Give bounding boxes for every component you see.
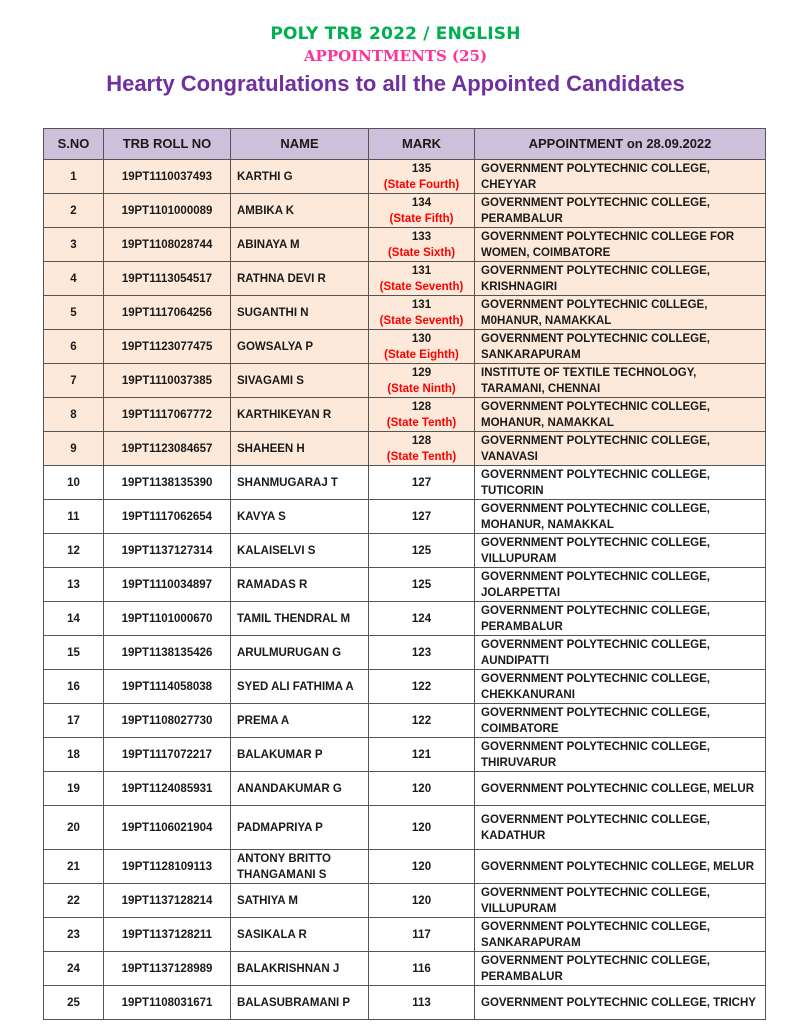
cell-roll-no: 19PT1117062654 xyxy=(104,500,231,534)
cell-name: BALASUBRAMANI P xyxy=(231,986,369,1020)
cell-roll-no: 19PT1108031671 xyxy=(104,986,231,1020)
cell-sno: 20 xyxy=(44,806,104,850)
state-rank-label: (State Fifth) xyxy=(389,212,454,225)
table-row xyxy=(44,602,766,636)
table-row xyxy=(44,918,766,952)
cell-appointment: GOVERNMENT POLYTECHNIC COLLEGE, SANKARAPURAM xyxy=(475,918,766,952)
table-header-row xyxy=(44,129,766,160)
column-header-name: NAME xyxy=(231,129,369,160)
mark-value: 116 xyxy=(412,962,431,975)
table-row xyxy=(44,884,766,918)
table-row xyxy=(44,398,766,432)
table-row xyxy=(44,262,766,296)
cell-appointment: GOVERNMENT POLYTECHNIC COLLEGE, THIRUVARUR xyxy=(475,738,766,772)
cell-appointment: GOVERNMENT POLYTECHNIC COLLEGE, TUTICORIN xyxy=(475,466,766,500)
table-row xyxy=(44,772,766,806)
cell-appointment: GOVERNMENT POLYTECHNIC COLLEGE, CHEKKANURANI xyxy=(475,670,766,704)
cell-name: SHAHEEN H xyxy=(231,432,369,466)
column-header-mark: MARK xyxy=(369,129,475,160)
cell-sno: 21 xyxy=(44,850,104,884)
mark-value: 120 xyxy=(411,860,432,873)
table-row xyxy=(44,806,766,850)
table-row xyxy=(44,296,766,330)
cell-sno: 1 xyxy=(44,160,104,194)
cell-appointment: GOVERNMENT POLYTECHNIC COLLEGE, PERAMBALUR xyxy=(475,952,766,986)
cell-roll-no: 19PT1110037385 xyxy=(104,364,231,398)
cell-name: SUGANTHI N xyxy=(231,296,369,330)
mark-value: 121 xyxy=(411,748,432,761)
cell-mark xyxy=(369,884,475,918)
mark-value: 127 xyxy=(411,476,432,489)
mark-value: 117 xyxy=(412,928,431,941)
cell-sno: 9 xyxy=(44,432,104,466)
table-row xyxy=(44,500,766,534)
table-body xyxy=(44,160,766,1020)
cell-sno: 5 xyxy=(44,296,104,330)
cell-roll-no: 19PT1117064256 xyxy=(104,296,231,330)
document-title: POLY TRB 2022 / ENGLISH xyxy=(270,24,521,44)
cell-mark xyxy=(369,952,475,986)
cell-appointment: GOVERNMENT POLYTECHNIC COLLEGE, SANKARAPURAM xyxy=(475,330,766,364)
cell-mark xyxy=(369,918,475,952)
cell-mark xyxy=(369,262,475,296)
cell-name: TAMIL THENDRAL M xyxy=(231,602,369,636)
congratulations-heading: Hearty Congratulations to all the Appointed Candidates xyxy=(106,71,685,96)
cell-appointment: GOVERNMENT POLYTECHNIC COLLEGE, VILLUPURAM xyxy=(475,884,766,918)
table-row xyxy=(44,704,766,738)
table-row xyxy=(44,194,766,228)
mark-value: 120 xyxy=(411,821,432,834)
cell-roll-no: 19PT1117067772 xyxy=(104,398,231,432)
state-rank-label: (State Ninth) xyxy=(387,382,456,395)
cell-mark xyxy=(369,466,475,500)
cell-appointment: GOVERNMENT POLYTECHNIC COLLEGE, KADATHUR xyxy=(475,806,766,850)
state-rank-label: (State Tenth) xyxy=(386,450,457,463)
mark-value: 120 xyxy=(411,894,432,907)
cell-mark xyxy=(369,738,475,772)
cell-mark xyxy=(369,296,475,330)
cell-mark xyxy=(369,398,475,432)
cell-name: ANANDAKUMAR G xyxy=(231,772,369,806)
mark-value: 134 xyxy=(411,196,432,209)
cell-roll-no: 19PT1106021904 xyxy=(104,806,231,850)
cell-sno: 22 xyxy=(44,884,104,918)
cell-mark xyxy=(369,364,475,398)
table-row xyxy=(44,364,766,398)
cell-name: ANTONY BRITTO THANGAMANI S xyxy=(231,850,369,884)
cell-mark xyxy=(369,670,475,704)
state-rank-label: (State Seventh) xyxy=(379,314,464,327)
cell-sno: 19 xyxy=(44,772,104,806)
cell-appointment: GOVERNMENT POLYTECHNIC COLLEGE, VILLUPURAM xyxy=(475,534,766,568)
state-rank-label: (State Fourth) xyxy=(383,178,460,191)
cell-appointment: GOVERNMENT POLYTECHNIC COLLEGE, VANAVASI xyxy=(475,432,766,466)
state-rank-label: (State Eighth) xyxy=(384,348,459,361)
cell-roll-no: 19PT1138135426 xyxy=(104,636,231,670)
cell-appointment: GOVERNMENT POLYTECHNIC COLLEGE, PERAMBALUR xyxy=(475,602,766,636)
cell-appointment: GOVERNMENT POLYTECHNIC COLLEGE, MOHANUR, NAMAKKAL xyxy=(475,398,766,432)
table-row xyxy=(44,738,766,772)
cell-name: ABINAYA M xyxy=(231,228,369,262)
mark-value: 133 xyxy=(411,230,432,243)
cell-sno: 15 xyxy=(44,636,104,670)
cell-sno: 13 xyxy=(44,568,104,602)
cell-appointment: GOVERNMENT POLYTECHNIC COLLEGE, KRISHNAGIRI xyxy=(475,262,766,296)
cell-appointment: GOVERNMENT POLYTECHNIC COLLEGE, AUNDIPATTI xyxy=(475,636,766,670)
mark-value: 135 xyxy=(411,162,432,175)
cell-roll-no: 19PT1110034897 xyxy=(104,568,231,602)
cell-name: SYED ALI FATHIMA A xyxy=(231,670,369,704)
cell-roll-no: 19PT1113054517 xyxy=(104,262,231,296)
table-row xyxy=(44,466,766,500)
mark-value: 120 xyxy=(411,782,432,795)
table-row xyxy=(44,534,766,568)
table-row xyxy=(44,160,766,194)
appointments-count-heading: APPOINTMENTS (25) xyxy=(303,47,488,65)
mark-value: 123 xyxy=(411,646,432,659)
mark-value: 131 xyxy=(411,298,432,311)
cell-name: BALAKRISHNAN J xyxy=(231,952,369,986)
cell-name: SASIKALA R xyxy=(231,918,369,952)
column-header-roll-no: TRB ROLL NO xyxy=(104,129,231,160)
cell-name: KALAISELVI S xyxy=(231,534,369,568)
column-header-sno: S.NO xyxy=(44,129,104,160)
cell-mark xyxy=(369,534,475,568)
mark-value: 122 xyxy=(411,714,432,727)
table-row xyxy=(44,850,766,884)
cell-roll-no: 19PT1108028744 xyxy=(104,228,231,262)
mark-value: 125 xyxy=(411,578,432,591)
cell-sno: 24 xyxy=(44,952,104,986)
cell-sno: 23 xyxy=(44,918,104,952)
cell-sno: 11 xyxy=(44,500,104,534)
state-rank-label: (State Sixth) xyxy=(387,246,456,259)
cell-sno: 3 xyxy=(44,228,104,262)
cell-roll-no: 19PT1123077475 xyxy=(104,330,231,364)
cell-appointment: GOVERNMENT POLYTECHNIC COLLEGE, COIMBATORE xyxy=(475,704,766,738)
table-row xyxy=(44,330,766,364)
mark-value: 129 xyxy=(411,366,432,379)
state-rank-label: (State Tenth) xyxy=(386,416,457,429)
cell-appointment: GOVERNMENT POLYTECHNIC COLLEGE, MELUR xyxy=(475,772,766,806)
mark-value: 122 xyxy=(411,680,432,693)
cell-appointment: GOVERNMENT POLYTECHNIC COLLEGE, PERAMBALUR xyxy=(475,194,766,228)
cell-name: BALAKUMAR P xyxy=(231,738,369,772)
cell-sno: 14 xyxy=(44,602,104,636)
table-row xyxy=(44,432,766,466)
cell-name: GOWSALYA P xyxy=(231,330,369,364)
mark-value: 125 xyxy=(411,544,432,557)
cell-roll-no: 19PT1110037493 xyxy=(104,160,231,194)
cell-name: SIVAGAMI S xyxy=(231,364,369,398)
cell-appointment: INSTITUTE OF TEXTILE TECHNOLOGY, TARAMANI, CHENNAI xyxy=(475,364,766,398)
cell-mark xyxy=(369,986,475,1020)
cell-roll-no: 19PT1137127314 xyxy=(104,534,231,568)
cell-mark xyxy=(369,194,475,228)
cell-sno: 18 xyxy=(44,738,104,772)
cell-name: RAMADAS R xyxy=(231,568,369,602)
cell-mark xyxy=(369,432,475,466)
cell-mark xyxy=(369,772,475,806)
mark-value: 128 xyxy=(411,400,432,413)
mark-value: 124 xyxy=(411,612,432,625)
table-row xyxy=(44,228,766,262)
cell-mark xyxy=(369,806,475,850)
cell-roll-no: 19PT1123084657 xyxy=(104,432,231,466)
cell-mark xyxy=(369,850,475,884)
mark-value: 128 xyxy=(411,434,432,447)
cell-sno: 17 xyxy=(44,704,104,738)
cell-roll-no: 19PT1137128989 xyxy=(104,952,231,986)
cell-appointment: GOVERNMENT POLYTECHNIC COLLEGE, JOLARPETTAI xyxy=(475,568,766,602)
cell-sno: 10 xyxy=(44,466,104,500)
cell-appointment: GOVERNMENT POLYTECHNIC COLLEGE FOR WOMEN, COIMBATORE xyxy=(475,228,766,262)
mark-value: 131 xyxy=(411,264,432,277)
cell-name: KAVYA S xyxy=(231,500,369,534)
cell-sno: 16 xyxy=(44,670,104,704)
table-row xyxy=(44,952,766,986)
cell-name: KARTHI G xyxy=(231,160,369,194)
appointments-table xyxy=(43,128,766,1020)
cell-sno: 12 xyxy=(44,534,104,568)
cell-name: AMBIKA K xyxy=(231,194,369,228)
cell-roll-no: 19PT1101000089 xyxy=(104,194,231,228)
cell-roll-no: 19PT1101000670 xyxy=(104,602,231,636)
cell-name: PADMAPRIYA P xyxy=(231,806,369,850)
cell-mark xyxy=(369,602,475,636)
cell-sno: 25 xyxy=(44,986,104,1020)
cell-mark xyxy=(369,160,475,194)
cell-roll-no: 19PT1117072217 xyxy=(104,738,231,772)
cell-name: KARTHIKEYAN R xyxy=(231,398,369,432)
cell-appointment: GOVERNMENT POLYTECHNIC COLLEGE, MELUR xyxy=(475,850,766,884)
cell-sno: 8 xyxy=(44,398,104,432)
cell-name: ARULMURUGAN G xyxy=(231,636,369,670)
table-row xyxy=(44,636,766,670)
mark-value: 130 xyxy=(411,332,432,345)
cell-mark xyxy=(369,568,475,602)
cell-roll-no: 19PT1128109113 xyxy=(104,850,231,884)
cell-roll-no: 19PT1138135390 xyxy=(104,466,231,500)
table-row xyxy=(44,568,766,602)
mark-value: 113 xyxy=(412,996,431,1009)
cell-name: SHANMUGARAJ T xyxy=(231,466,369,500)
cell-sno: 4 xyxy=(44,262,104,296)
cell-name: SATHIYA M xyxy=(231,884,369,918)
cell-appointment: GOVERNMENT POLYTECHNIC COLLEGE, MOHANUR, NAMAKKAL xyxy=(475,500,766,534)
mark-value: 127 xyxy=(411,510,432,523)
cell-appointment: GOVERNMENT POLYTECHNIC COLLEGE, CHEYYAR xyxy=(475,160,766,194)
cell-appointment: GOVERNMENT POLYTECHNIC C0LLEGE, M0HANUR, NAMAKKAL xyxy=(475,296,766,330)
column-header-appointment: APPOINTMENT on 28.09.2022 xyxy=(475,129,766,160)
cell-roll-no: 19PT1114058038 xyxy=(104,670,231,704)
cell-sno: 2 xyxy=(44,194,104,228)
table-row xyxy=(44,986,766,1020)
cell-roll-no: 19PT1137128214 xyxy=(104,884,231,918)
state-rank-label: (State Seventh) xyxy=(379,280,464,293)
cell-sno: 6 xyxy=(44,330,104,364)
cell-mark xyxy=(369,500,475,534)
cell-mark xyxy=(369,704,475,738)
cell-name: PREMA A xyxy=(231,704,369,738)
cell-name: RATHNA DEVI R xyxy=(231,262,369,296)
cell-roll-no: 19PT1137128211 xyxy=(104,918,231,952)
cell-mark xyxy=(369,636,475,670)
table-row xyxy=(44,670,766,704)
cell-mark xyxy=(369,330,475,364)
cell-mark xyxy=(369,228,475,262)
cell-roll-no: 19PT1108027730 xyxy=(104,704,231,738)
cell-sno: 7 xyxy=(44,364,104,398)
cell-appointment: GOVERNMENT POLYTECHNIC COLLEGE, TRICHY xyxy=(475,986,766,1020)
cell-roll-no: 19PT1124085931 xyxy=(104,772,231,806)
